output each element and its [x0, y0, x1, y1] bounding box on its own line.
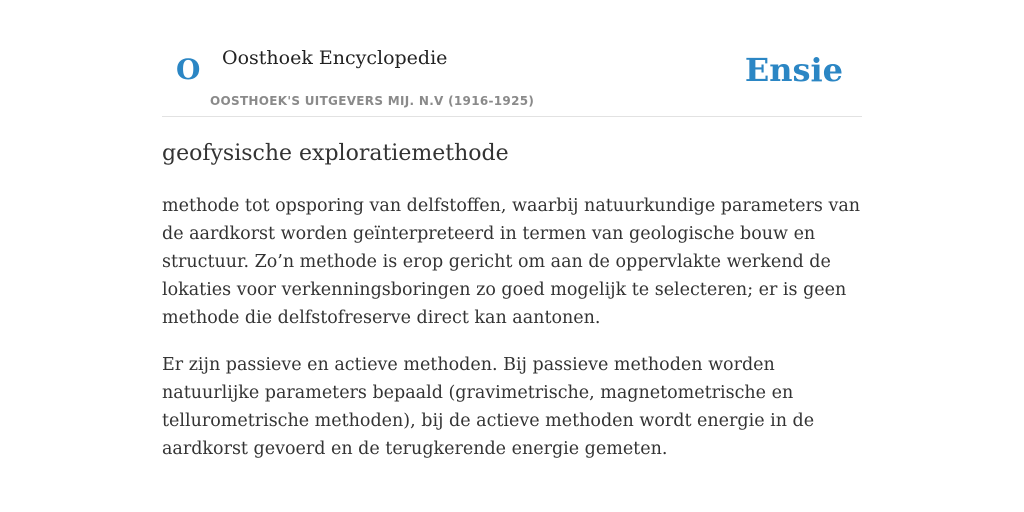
- source-header: [162, 0, 862, 117]
- entry-title: geofysische exploratiemethode: [162, 141, 509, 166]
- source-logo[interactable]: O: [176, 53, 201, 86]
- entry-paragraph: Er zijn passieve en actieve methoden. Bij passieve methoden worden natuurlijke parameters bepaald (gravimetrische, magnetometrische en tellurometrische methoden), bij de actieve methoden wordt energie in de aardkorst gevoerd en de terugkerende energie gemeten.: [162, 355, 815, 459]
- source-title-link[interactable]: Oosthoek Encyclopedie: [222, 47, 448, 69]
- entry-paragraph: methode tot opsporing van delfstoffen, waarbij natuurkundige parameters van de aardkorst worden geïnterpreteerd in termen van geologische bouw en structuur. Zo’n methode is erop gericht om aan de oppervlakte werkend de lokaties voor verkenningsboringen zo goed mogelijk te selecteren; er is geen methode die delfstofreserve direct kan aantonen.: [162, 196, 861, 328]
- entry-body: [162, 192, 862, 482]
- ensie-brand-logo[interactable]: Ensie: [744, 51, 843, 89]
- source-subtitle: OOSTHOEK'S UITGEVERS MIJ. N.V (1916-1925): [210, 94, 535, 108]
